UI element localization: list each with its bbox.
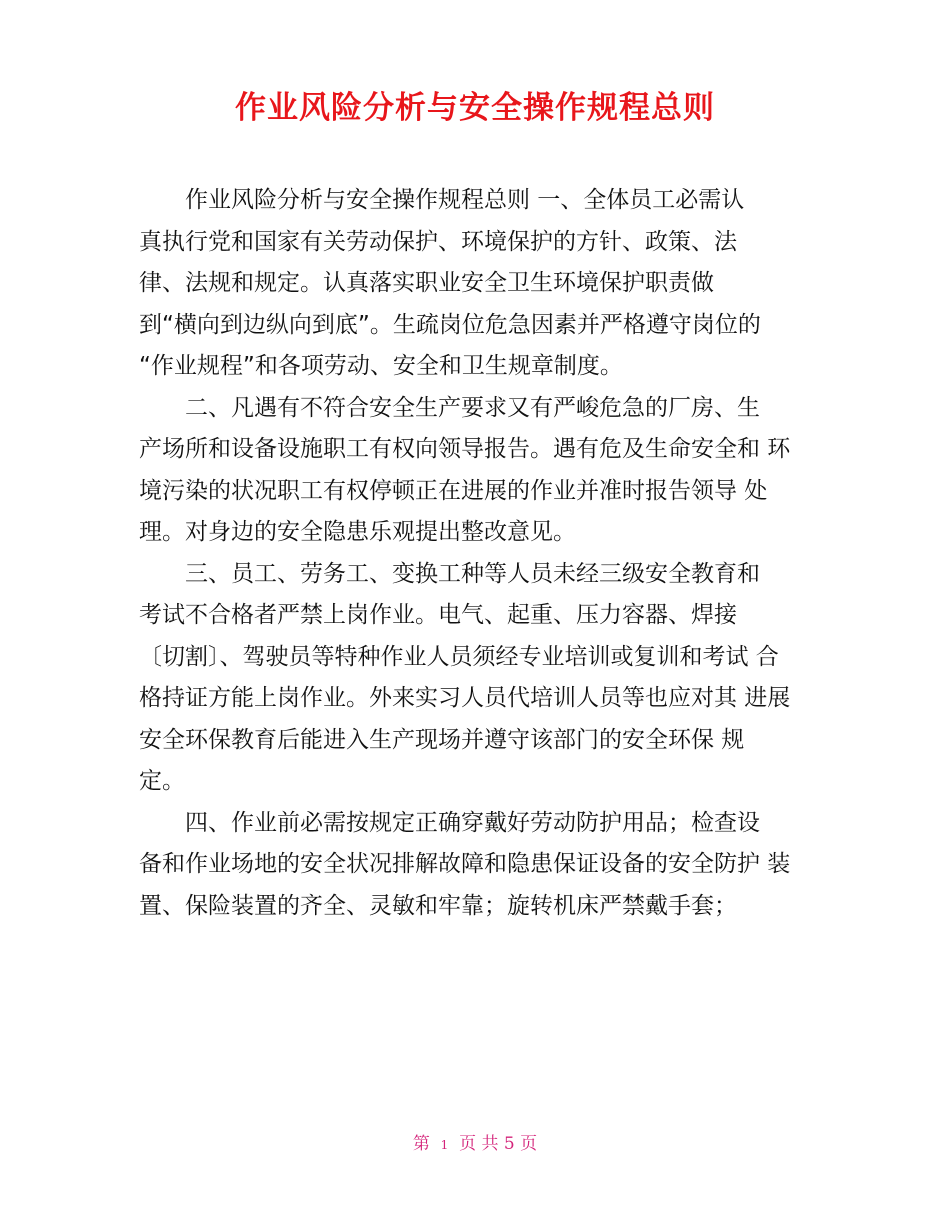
footer-prefix: 第 (412, 1134, 430, 1154)
body-line: 备和作业场地的安全状况排解故障和隐患保证设备的安全防护 装 (139, 851, 791, 877)
document-body (139, 180, 819, 927)
footer-current-page: 1 (440, 1138, 449, 1152)
body-line: 三、员工、劳务工、变换工种等人员未经三级安全教育和 (185, 560, 760, 587)
footer-suffix: 页 (520, 1134, 538, 1154)
footer-middle: 页 共 (459, 1134, 499, 1154)
body-line: “作业规程”和各项劳动、安全和卫生规章制度。 (139, 353, 623, 379)
body-line: 〔切割〕、驾驶员等特种作业人员须经专业培训或复训和考试 合 (139, 643, 779, 670)
body-line: 格持证方能上岗作业。外来实习人员代培训人员等也应对其 进展 (139, 685, 791, 711)
body-line: 理。对身边的安全隐患乐观提出整改意见。 (139, 519, 576, 545)
body-line: 二、凡遇有不符合安全生产要求又有严峻危急的厂房、生 (185, 394, 760, 421)
body-line: 定。 (139, 768, 185, 794)
body-line: 置、保险装置的齐全、灵敏和牢靠；旋转机床严禁戴手套； (139, 892, 737, 919)
body-line: 作业风险分析与安全操作规程总则 一、全体员工必需认 (185, 187, 745, 213)
body-line: 四、作业前必需按规定正确穿戴好劳动防护用品；检查设 (185, 809, 760, 836)
page-footer (0, 1132, 950, 1157)
body-line: 真执行党和国家有关劳动保护、环境保护的方针、政策、法 (139, 228, 737, 255)
body-line: 安全环保教育后能进入生产现场并遵守该部门的安全环保 规 (139, 726, 745, 753)
body-line: 律、法规和规定。认真落实职业安全卫生环境保护职责做 (139, 270, 714, 296)
body-line: 考试不合格者严禁上岗作业。电气、起重、压力容器、焊接 (139, 602, 737, 628)
document-title: 作业风险分析与安全操作规程总则 (235, 90, 715, 126)
body-line: 产场所和设备设施职工有权向领导报告。遇有危及生命安全和 环 (139, 436, 791, 462)
body-line: 境污染的状况职工有权停顿正在进展的作业并准时报告领导 处 (139, 477, 768, 504)
footer-total-pages: 5 (503, 1134, 515, 1154)
body-line: 到“横向到边纵向到底”。生疏岗位危急因素并严格遵守岗位的 (139, 311, 761, 338)
